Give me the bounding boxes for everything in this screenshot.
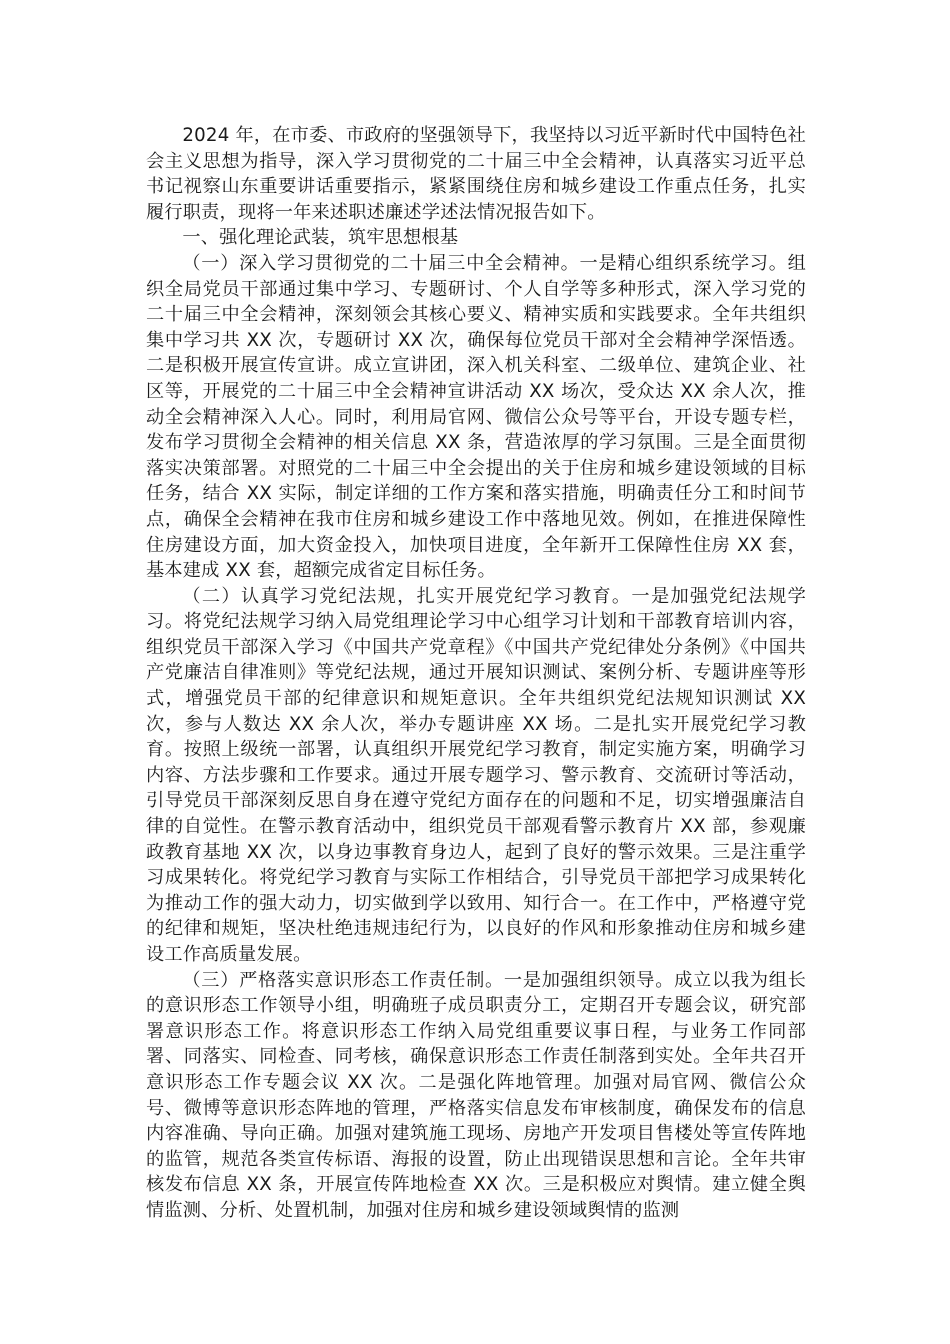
paragraph-subsection-2: （二）认真学习党纪法规，扎实开展党纪学习教育。一是加强党纪法规学习。将党纪法规学习纳入局党组理论学习中心组学习计划和干部教育培训内容，组织党员干部深入学习《中国共产党章程》《中国共产党纪律处分条例》《中国共产党廉洁自律准则》等党纪法规，通过开展知识测试、案例分析、专题讲座等形式，增强党员干部的纪律意识和规矩意识。全年共组织党纪法规知识测试 XX 次，参与人数达 XX 余人次，举办专题讲座 XX 场。二是扎实开展党纪学习教育。按照上级统一部署，认真组织开展党纪学习教育，制定实施方案，明确学习内容、方法步骤和工作要求。通过开展专题学习、警示教育、交流研讨等活动，引导党员干部深刻反思自身在遵守党纪方面存在的问题和不足，切实增强廉洁自律的自觉性。在警示教育活动中，组织党员干部观看警示教育片 XX 部，参观廉政教育基地 XX 次，以身边事教育身边人，起到了良好的警示效果。三是注重学习成果转化。将党纪学习教育与实际工作相结合，引导党员干部把学习成果转化为推动工作的强大动力，切实做到学以致用、知行合一。在工作中，严格遵守党的纪律和规矩，坚决杜绝违规违纪行为，以良好的作风和形象推动住房和城乡建设工作高质量发展。 <box>146 585 806 965</box>
intro-paragraph: 2024 年，在市委、市政府的坚强领导下，我坚持以习近平新时代中国特色社会主义思想为指导，深入学习贯彻党的二十届三中全会精神，认真落实习近平总书记视察山东重要讲话重要指示，紧紧围绕住房和城乡建设工作重点任务，扎实履行职责，现将一年来述职述廉述学述法情况报告如下。 <box>146 125 806 223</box>
document-body <box>146 123 806 1224</box>
paragraph-subsection-3: （三）严格落实意识形态工作责任制。一是加强组织领导。成立以我为组长的意识形态工作领导小组，明确班子成员职责分工，定期召开专题会议，研究部署意识形态工作。将意识形态工作纳入局党组重要议事日程，与业务工作同部署、同落实、同检查、同考核，确保意识形态工作责任制落到实处。全年共召开意识形态工作专题会议 XX 次。二是强化阵地管理。加强对局官网、微信公众号、微博等意识形态阵地的管理，严格落实信息发布审核制度，确保发布的信息内容准确、导向正确。加强对建筑施工现场、房地产开发项目售楼处等宣传阵地的监管，规范各类宣传标语、海报的设置，防止出现错误思想和言论。全年共审核发布信息 XX 条，开展宣传阵地检查 XX 次。三是积极应对舆情。建立健全舆情监测、分析、处置机制，加强对住房和城乡建设领域舆情的监测 <box>146 969 806 1221</box>
paragraph-subsection-1: （一）深入学习贯彻党的二十届三中全会精神。一是精心组织系统学习。组织全局党员干部通过集中学习、专题研讨、个人自学等多种形式，深入学习党的二十届三中全会精神，深刻领会其核心要义、精神实质和实践要求。全年共组织集中学习共 XX 次，专题研讨 XX 次，确保每位党员干部对全会精神学深悟透。二是积极开展宣传宣讲。成立宣讲团，深入机关科室、二级单位、建筑企业、社区等，开展党的二十届三中全会精神宣讲活动 XX 场次，受众达 XX 余人次，推动全会精神深入人心。同时，利用局官网、微信公众号等平台，开设专题专栏，发布学习贯彻全会精神的相关信息 XX 条，营造浓厚的学习氛围。三是全面贯彻落实决策部署。对照党的二十届三中全会提出的关于住房和城乡建设领域的目标任务，结合 XX 实际，制定详细的工作方案和落实措施，明确责任分工和时间节点，确保全会精神在我市住房和城乡建设工作中落地见效。例如，在推进保障性住房建设方面，加大资金投入，加快项目进度，全年新开工保障性住房 XX 套，基本建成 XX 套，超额完成省定目标任务。 <box>146 252 806 582</box>
section-heading-1: 一、强化理论武装，筑牢思想根基 <box>182 227 459 249</box>
